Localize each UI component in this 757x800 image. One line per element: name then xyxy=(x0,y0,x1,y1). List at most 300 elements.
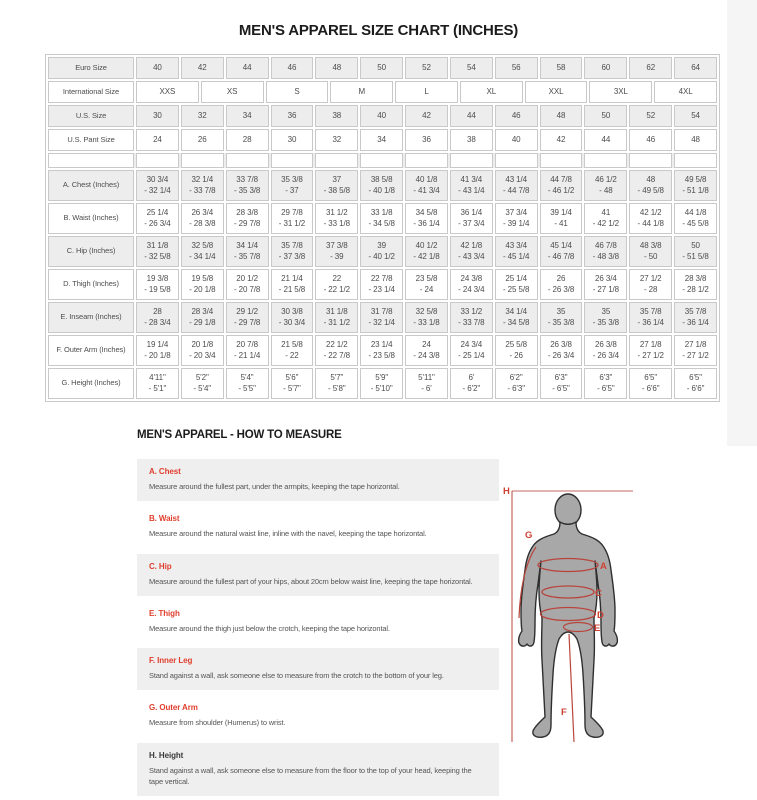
row-size-selector xyxy=(48,153,717,168)
row-inseam-cell-line: - 33 7/8 xyxy=(458,317,485,327)
row-chest-cell-line: 46 1/2 xyxy=(595,174,617,184)
row-us-size-cell: 32 xyxy=(181,105,224,127)
row-hip-cell xyxy=(405,236,448,267)
howto-heading-chest: A. Chest xyxy=(149,467,181,476)
row-chest-cell-line: 35 3/8 xyxy=(281,174,303,184)
row-outer-arm-cell xyxy=(584,335,627,366)
row-height-cell-line: - 6'6" xyxy=(686,383,705,393)
row-chest-cell-line: 37 xyxy=(332,174,342,184)
howto-text-hip: Measure around the fullest part of your hips, about 20cm below waist line, keeping the tape horizontal. xyxy=(149,576,473,586)
row-waist-cell-line: - 29 7/8 xyxy=(233,218,261,228)
row-inseam-cell xyxy=(360,302,403,333)
row-euro-size-cell: 54 xyxy=(450,57,493,79)
row-hip-cell xyxy=(181,236,224,267)
row-chest-cell xyxy=(450,170,493,201)
row-hip-cell-line: - 37 3/8 xyxy=(278,251,306,261)
row-euro-size-cell: 48 xyxy=(315,57,358,79)
row-chest-cell xyxy=(315,170,358,201)
row-waist-cell-line: - 33 1/8 xyxy=(323,218,350,228)
row-euro-size-cell: 40 xyxy=(136,57,179,79)
size-selector-cell[interactable] xyxy=(315,153,358,168)
row-height-cell-line: 5'9" xyxy=(375,372,389,382)
row-height-cell-line: - 5'10" xyxy=(370,383,393,393)
howto-block-waist xyxy=(137,506,499,548)
row-thigh-cell-line: - 23 1/4 xyxy=(368,284,395,294)
row-height xyxy=(48,368,717,399)
row-outer-arm-cell-line: 19 1/4 xyxy=(146,339,169,349)
row-waist-cell-line: 42 1/2 xyxy=(639,207,662,217)
row-international-size-label: International Size xyxy=(48,81,134,103)
row-international-size-cell: S xyxy=(266,81,329,103)
row-chest-cell-line: 38 5/8 xyxy=(370,174,393,184)
row-chest-cell xyxy=(540,170,583,201)
row-us-pant-size-cell: 28 xyxy=(226,129,269,151)
size-selector-cell[interactable] xyxy=(271,153,314,168)
row-thigh-cell xyxy=(674,269,717,300)
row-hip-cell-line: 34 1/4 xyxy=(236,240,258,250)
row-inseam-cell xyxy=(450,302,493,333)
row-us-pant-size-cell: 44 xyxy=(584,129,627,151)
row-us-size-cell: 44 xyxy=(450,105,493,127)
row-outer-arm-cell-line: 20 7/8 xyxy=(236,339,258,349)
row-thigh-cell-line: - 25 5/8 xyxy=(503,284,530,294)
row-thigh-cell-line: 27 1/2 xyxy=(639,273,662,283)
row-inseam-cell-line: 32 5/8 xyxy=(415,306,438,316)
row-height-cell-line: - 6'5" xyxy=(552,383,570,393)
row-height-cell xyxy=(495,368,538,399)
row-thigh-cell-line: - 27 1/8 xyxy=(592,284,620,294)
row-hip-cell-line: - 40 1/2 xyxy=(368,251,395,261)
figure-label-chest: A xyxy=(600,561,607,572)
row-chest-cell xyxy=(360,170,403,201)
row-hip-cell-line: - 48 3/8 xyxy=(592,251,620,261)
row-inseam-cell-line: - 35 3/8 xyxy=(547,317,575,327)
figure-label-outer-arm: G xyxy=(525,530,533,541)
row-thigh-label: D. Thigh (Inches) xyxy=(48,269,134,300)
figure-label-inner-leg: F xyxy=(561,707,567,718)
figure-head xyxy=(555,494,581,526)
row-waist-cell-line: - 42 1/2 xyxy=(592,218,620,228)
figure-body xyxy=(519,522,618,737)
row-thigh-cell-line: 21 1/4 xyxy=(281,273,303,283)
size-chart-title: MEN'S APPAREL SIZE CHART (INCHES) xyxy=(238,22,519,39)
row-international-size-cell: XXL xyxy=(525,81,588,103)
row-chest-cell xyxy=(405,170,448,201)
row-hip-cell xyxy=(136,236,179,267)
row-international-size-cell: M xyxy=(330,81,393,103)
row-hip-cell-line: - 42 1/8 xyxy=(413,251,440,261)
row-waist-cell-line: - 28 3/8 xyxy=(189,218,216,228)
row-waist-cell-line: 41 xyxy=(601,207,611,217)
row-thigh-cell xyxy=(271,269,314,300)
row-outer-arm-cell xyxy=(136,335,179,366)
how-to-measure-list xyxy=(137,459,499,800)
row-height-cell-line: - 5'8" xyxy=(328,383,346,393)
row-thigh-cell xyxy=(629,269,672,300)
row-chest-cell-line: - 49 5/8 xyxy=(637,185,664,195)
row-us-pant-size-cell: 38 xyxy=(450,129,493,151)
row-waist-cell xyxy=(629,203,672,234)
row-outer-arm-cell-line: 25 5/8 xyxy=(505,339,527,349)
row-euro-size-cell: 52 xyxy=(405,57,448,79)
row-euro-size xyxy=(48,57,717,79)
row-waist-cell xyxy=(450,203,493,234)
row-us-size-cell: 50 xyxy=(584,105,627,127)
row-us-pant-size-cell: 32 xyxy=(315,129,358,151)
row-height-cell xyxy=(136,368,179,399)
body-measurement-diagram xyxy=(493,460,635,756)
row-height-cell-line: 6'2" xyxy=(509,372,523,382)
row-thigh-cell-line: 25 1/4 xyxy=(505,273,527,283)
row-height-cell xyxy=(629,368,672,399)
row-outer-arm-cell xyxy=(181,335,224,366)
row-inseam-cell-line: 35 7/8 xyxy=(684,306,707,316)
size-selector-cell[interactable] xyxy=(226,153,269,168)
row-outer-arm-cell-line: - 26 3/4 xyxy=(592,350,620,360)
row-us-pant-size-cell: 24 xyxy=(136,129,179,151)
row-outer-arm-cell-line: 26 3/8 xyxy=(550,339,572,349)
row-height-cell xyxy=(405,368,448,399)
row-outer-arm-cell-line: - 24 3/8 xyxy=(413,350,440,360)
inner-leg-measure-line xyxy=(569,634,574,742)
row-hip-cell-line: 37 3/8 xyxy=(325,240,348,250)
row-chest-cell xyxy=(629,170,672,201)
row-height-cell-line: - 6'6" xyxy=(641,383,660,393)
row-waist-cell-line: 33 1/8 xyxy=(370,207,393,217)
row-height-cell-line: - 5'4" xyxy=(193,383,212,393)
row-inseam-cell xyxy=(271,302,314,333)
howto-heading-outer-arm: G. Outer Arm xyxy=(149,703,198,713)
row-height-cell xyxy=(271,368,314,399)
size-selector-cell[interactable] xyxy=(405,153,448,168)
row-inseam-cell xyxy=(136,302,179,333)
row-waist-cell-line: - 37 3/4 xyxy=(458,218,485,228)
row-chest-cell-line: - 35 3/8 xyxy=(233,185,261,195)
row-thigh-cell-line: - 28 1/2 xyxy=(682,284,709,294)
row-hip-cell xyxy=(360,236,403,267)
row-hip-cell-line: 40 1/2 xyxy=(415,240,438,250)
row-us-pant-size-cell: 30 xyxy=(271,129,314,151)
row-thigh-cell-line: 24 3/8 xyxy=(460,273,483,283)
row-thigh-cell-line: 26 xyxy=(556,273,566,283)
row-euro-size-cell: 42 xyxy=(181,57,224,79)
row-us-pant-size-cell: 40 xyxy=(495,129,538,151)
row-inseam-cell-line: - 28 3/4 xyxy=(144,317,171,327)
howto-block-outer-arm xyxy=(137,695,499,737)
row-height-cell-line: - 6'3" xyxy=(507,383,525,393)
row-thigh-cell-line: - 22 1/2 xyxy=(323,284,350,294)
row-thigh-cell xyxy=(450,269,493,300)
row-hip-cell xyxy=(271,236,314,267)
row-chest-cell-line: - 38 5/8 xyxy=(323,185,350,195)
row-euro-size-cell: 44 xyxy=(226,57,269,79)
row-us-size-cell: 30 xyxy=(136,105,179,127)
row-outer-arm-cell-line: - 20 1/8 xyxy=(144,350,171,360)
row-waist-label: B. Waist (Inches) xyxy=(48,203,134,234)
row-euro-size-cell: 64 xyxy=(674,57,717,79)
row-waist-cell xyxy=(271,203,314,234)
row-chest-cell xyxy=(181,170,224,201)
row-outer-arm-cell xyxy=(405,335,448,366)
row-chest-cell-line: 32 1/4 xyxy=(191,174,214,184)
row-international-size xyxy=(48,81,717,103)
row-hip-cell xyxy=(315,236,358,267)
row-us-size-label: U.S. Size xyxy=(48,105,134,127)
row-euro-size-label: Euro Size xyxy=(48,57,134,79)
row-hip-cell-line: 45 1/4 xyxy=(550,240,572,250)
row-outer-arm-cell-line: 22 1/2 xyxy=(325,339,348,349)
row-inseam-cell-line: - 32 1/4 xyxy=(368,317,395,327)
row-inseam-cell-line: - 34 5/8 xyxy=(503,317,530,327)
row-chest-cell-line: 48 xyxy=(646,174,656,184)
row-height-cell xyxy=(226,368,269,399)
row-outer-arm-cell-line: - 20 3/4 xyxy=(189,350,216,360)
row-inseam-cell-line: 28 3/4 xyxy=(191,306,214,316)
row-outer-arm-cell-line: - 23 5/8 xyxy=(368,350,395,360)
row-inseam-cell xyxy=(495,302,538,333)
row-inseam-cell-line: 31 7/8 xyxy=(370,306,393,316)
row-outer-arm-cell-line: - 21 1/4 xyxy=(233,350,261,360)
row-height-cell-line: 5'2" xyxy=(195,372,209,382)
howto-heading-inner-leg: F. Inner Leg xyxy=(149,656,193,665)
row-inseam-cell xyxy=(226,302,269,333)
row-thigh-cell xyxy=(226,269,269,300)
row-hip-cell-line: 50 xyxy=(691,240,700,250)
row-chest xyxy=(48,170,717,201)
row-waist-cell-line: - 31 1/2 xyxy=(278,218,306,228)
row-inseam-cell-line: 30 3/8 xyxy=(281,306,303,316)
row-height-cell xyxy=(360,368,403,399)
row-chest-cell-line: - 33 7/8 xyxy=(189,185,216,195)
howto-text-outer-arm: Measure from shoulder (Humerus) to wrist. xyxy=(149,718,286,728)
size-selector-cell[interactable] xyxy=(629,153,672,168)
row-height-cell-line: - 5'5" xyxy=(238,383,256,393)
how-to-measure-title: MEN'S APPAREL - HOW TO MEASURE xyxy=(137,429,342,441)
row-waist-cell-line: 39 1/4 xyxy=(550,207,572,217)
row-thigh-cell-line: 22 7/8 xyxy=(370,273,393,283)
figure-label-waist: C xyxy=(595,588,602,599)
row-inseam-cell xyxy=(584,302,627,333)
row-international-size-cell: XXS xyxy=(136,81,199,103)
row-us-pant-size-cell: 26 xyxy=(181,129,224,151)
row-inseam-cell-line: - 36 1/4 xyxy=(682,317,709,327)
row-us-size-cell: 34 xyxy=(226,105,269,127)
row-thigh-cell-line: 20 1/2 xyxy=(236,273,258,283)
row-outer-arm-cell-line: - 26 3/4 xyxy=(547,350,575,360)
row-chest-cell-line: - 44 7/8 xyxy=(503,185,530,195)
row-waist-cell xyxy=(584,203,627,234)
row-chest-cell-line: - 37 xyxy=(285,185,299,195)
row-inseam-cell xyxy=(181,302,224,333)
row-us-pant-size-cell: 48 xyxy=(674,129,717,151)
row-inseam-cell-line: 35 xyxy=(556,306,566,316)
row-thigh-cell-line: 22 xyxy=(332,273,342,283)
row-height-cell-line: - 5'7" xyxy=(283,383,301,393)
row-chest-cell-line: - 46 1/2 xyxy=(547,185,575,195)
howto-text-chest: Measure around the fullest part, under the armpits, keeping the tape horizontal. xyxy=(149,482,400,491)
row-outer-arm-cell-line: 24 xyxy=(422,339,431,349)
row-us-size-cell: 48 xyxy=(540,105,583,127)
row-hip-cell-line: - 34 1/4 xyxy=(189,251,216,261)
row-international-size-cell: 4XL xyxy=(654,81,717,103)
row-chest-cell-line: 33 7/8 xyxy=(236,174,258,184)
row-hip xyxy=(48,236,717,267)
row-hip-cell xyxy=(226,236,269,267)
row-waist-cell-line: - 39 1/4 xyxy=(503,218,530,228)
row-height-cell-line: - 6'5" xyxy=(597,383,615,393)
row-hip-cell-line: 32 5/8 xyxy=(191,240,214,250)
row-outer-arm-cell-line: 27 1/8 xyxy=(639,339,662,349)
row-thigh-cell-line: 23 5/8 xyxy=(415,273,438,283)
row-outer-arm-label: F. Outer Arm (Inches) xyxy=(48,335,134,366)
row-height-cell xyxy=(584,368,627,399)
figure-label-hip: D xyxy=(597,610,604,621)
row-waist-cell-line: - 44 1/8 xyxy=(637,218,664,228)
row-international-size-cell: L xyxy=(395,81,458,103)
row-thigh-cell-line: - 20 1/8 xyxy=(189,284,216,294)
row-chest-cell-line: 40 1/8 xyxy=(415,174,438,184)
row-international-size-cell: XS xyxy=(201,81,264,103)
size-selector-label-cell xyxy=(48,153,134,168)
row-outer-arm-cell xyxy=(271,335,314,366)
row-us-pant-size-cell: 36 xyxy=(405,129,448,151)
row-outer-arm-cell-line: 20 1/8 xyxy=(191,339,214,349)
row-us-size-cell: 42 xyxy=(405,105,448,127)
row-inseam-cell-line: 33 1/2 xyxy=(460,306,483,316)
row-height-cell xyxy=(450,368,493,399)
row-inseam-cell-line: 29 1/2 xyxy=(236,306,258,316)
figure-label-height: H xyxy=(503,486,510,497)
howto-block-chest xyxy=(137,459,499,501)
row-chest-cell-line: - 40 1/8 xyxy=(368,185,395,195)
row-outer-arm-cell-line: - 25 1/4 xyxy=(458,350,485,360)
row-hip-cell xyxy=(584,236,627,267)
row-thigh-cell-line: - 26 3/8 xyxy=(547,284,575,294)
row-waist-cell-line: - 34 5/8 xyxy=(368,218,395,228)
howto-text-inner-leg: Stand against a wall, ask someone else to measure from the crotch to the bottom of your leg. xyxy=(149,671,444,680)
row-inseam-cell-line: 35 xyxy=(601,306,611,316)
row-hip-cell-line: - 51 5/8 xyxy=(682,251,709,261)
row-chest-cell xyxy=(271,170,314,201)
row-thigh-cell xyxy=(360,269,403,300)
row-us-size-cell: 36 xyxy=(271,105,314,127)
row-thigh xyxy=(48,269,717,300)
row-euro-size-cell: 46 xyxy=(271,57,314,79)
howto-heading-height: H. Height xyxy=(149,750,184,760)
row-height-cell-line: - 5'1" xyxy=(148,383,167,393)
row-waist-cell-line: 31 1/2 xyxy=(325,207,348,217)
size-selector-cell[interactable] xyxy=(540,153,583,168)
row-hip-cell-line: 31 1/8 xyxy=(146,240,169,250)
row-inseam-cell xyxy=(315,302,358,333)
row-height-cell-line: 5'7" xyxy=(330,372,344,382)
row-outer-arm-cell-line: - 27 1/2 xyxy=(682,350,709,360)
row-hip-cell-line: 39 xyxy=(377,240,386,250)
row-hip-cell-line: 43 3/4 xyxy=(505,240,527,250)
row-waist-cell xyxy=(181,203,224,234)
howto-block-thigh xyxy=(137,601,499,643)
row-thigh-cell-line: - 19 5/8 xyxy=(144,284,171,294)
row-chest-cell xyxy=(495,170,538,201)
howto-block-height xyxy=(137,743,499,797)
row-hip-cell xyxy=(495,236,538,267)
row-waist-cell-line: 26 3/4 xyxy=(191,207,214,217)
row-waist-cell xyxy=(495,203,538,234)
row-us-size xyxy=(48,105,717,127)
row-chest-cell xyxy=(226,170,269,201)
howto-heading-hip: C. Hip xyxy=(149,561,172,571)
row-hip-label: C. Hip (Inches) xyxy=(48,236,134,267)
row-chest-label: A. Chest (Inches) xyxy=(48,170,134,201)
size-selector-cell[interactable] xyxy=(360,153,403,168)
row-us-pant-size-cell: 46 xyxy=(629,129,672,151)
row-thigh-cell xyxy=(181,269,224,300)
row-us-size-cell: 54 xyxy=(674,105,717,127)
row-us-pant-size xyxy=(48,129,717,151)
howto-text-waist: Measure around the natural waist line, inline with the navel, keeping the tape horizontal. xyxy=(149,529,427,539)
row-thigh-cell xyxy=(315,269,358,300)
size-selector-cell[interactable] xyxy=(584,153,627,168)
howto-heading-thigh: E. Thigh xyxy=(149,608,180,618)
row-thigh-cell-line: - 28 xyxy=(644,284,658,294)
row-thigh-cell xyxy=(495,269,538,300)
row-height-cell-line: 6'3" xyxy=(554,372,568,382)
row-waist-cell-line: - 36 1/4 xyxy=(413,218,440,228)
row-inseam-cell-line: - 33 1/8 xyxy=(413,317,440,327)
row-outer-arm-cell xyxy=(450,335,493,366)
row-hip-cell xyxy=(450,236,493,267)
row-height-cell-line: 5'6" xyxy=(285,372,299,382)
row-waist-cell-line: - 41 xyxy=(554,218,568,228)
row-height-cell-line: - 6' xyxy=(421,383,432,393)
row-hip-cell-line: - 43 3/4 xyxy=(458,251,485,261)
row-chest-cell-line: 44 7/8 xyxy=(550,174,572,184)
row-outer-arm-cell xyxy=(674,335,717,366)
row-thigh-cell-line: - 20 7/8 xyxy=(233,284,261,294)
row-euro-size-cell: 62 xyxy=(629,57,672,79)
size-selector-cell[interactable] xyxy=(674,153,717,168)
row-euro-size-cell: 50 xyxy=(360,57,403,79)
row-chest-cell-line: 49 5/8 xyxy=(684,174,707,184)
row-inseam-cell-line: 34 1/4 xyxy=(505,306,527,316)
row-chest-cell xyxy=(136,170,179,201)
figure-label-thigh: E xyxy=(594,623,601,634)
row-inseam-cell-line: - 29 1/8 xyxy=(189,317,216,327)
row-waist-cell-line: - 26 3/4 xyxy=(144,218,171,228)
size-selector-cell[interactable] xyxy=(495,153,538,168)
row-chest-cell-line: - 32 1/4 xyxy=(144,185,171,195)
row-outer-arm-cell xyxy=(540,335,583,366)
row-waist-cell xyxy=(315,203,358,234)
size-selector-cell[interactable] xyxy=(181,153,224,168)
row-waist-cell-line: 36 1/4 xyxy=(460,207,483,217)
row-outer-arm-cell-line: - 22 xyxy=(285,350,299,360)
size-selector-cell[interactable] xyxy=(136,153,179,168)
row-us-pant-size-cell: 34 xyxy=(360,129,403,151)
row-inseam-label: E. Inseam (Inches) xyxy=(48,302,134,333)
row-hip-cell-line: - 46 7/8 xyxy=(547,251,575,261)
row-hip-cell-line: - 45 1/4 xyxy=(503,251,530,261)
row-thigh-cell-line: - 24 xyxy=(419,284,434,294)
row-hip-cell-line: 35 7/8 xyxy=(281,240,303,250)
size-selector-cell[interactable] xyxy=(450,153,493,168)
row-height-cell-line: 6'3" xyxy=(599,372,613,382)
row-hip-cell xyxy=(629,236,672,267)
row-outer-arm-cell xyxy=(315,335,358,366)
row-height-cell-line: 4'11" xyxy=(149,372,166,382)
row-inseam-cell-line: - 31 1/2 xyxy=(323,317,350,327)
row-inseam-cell xyxy=(540,302,583,333)
